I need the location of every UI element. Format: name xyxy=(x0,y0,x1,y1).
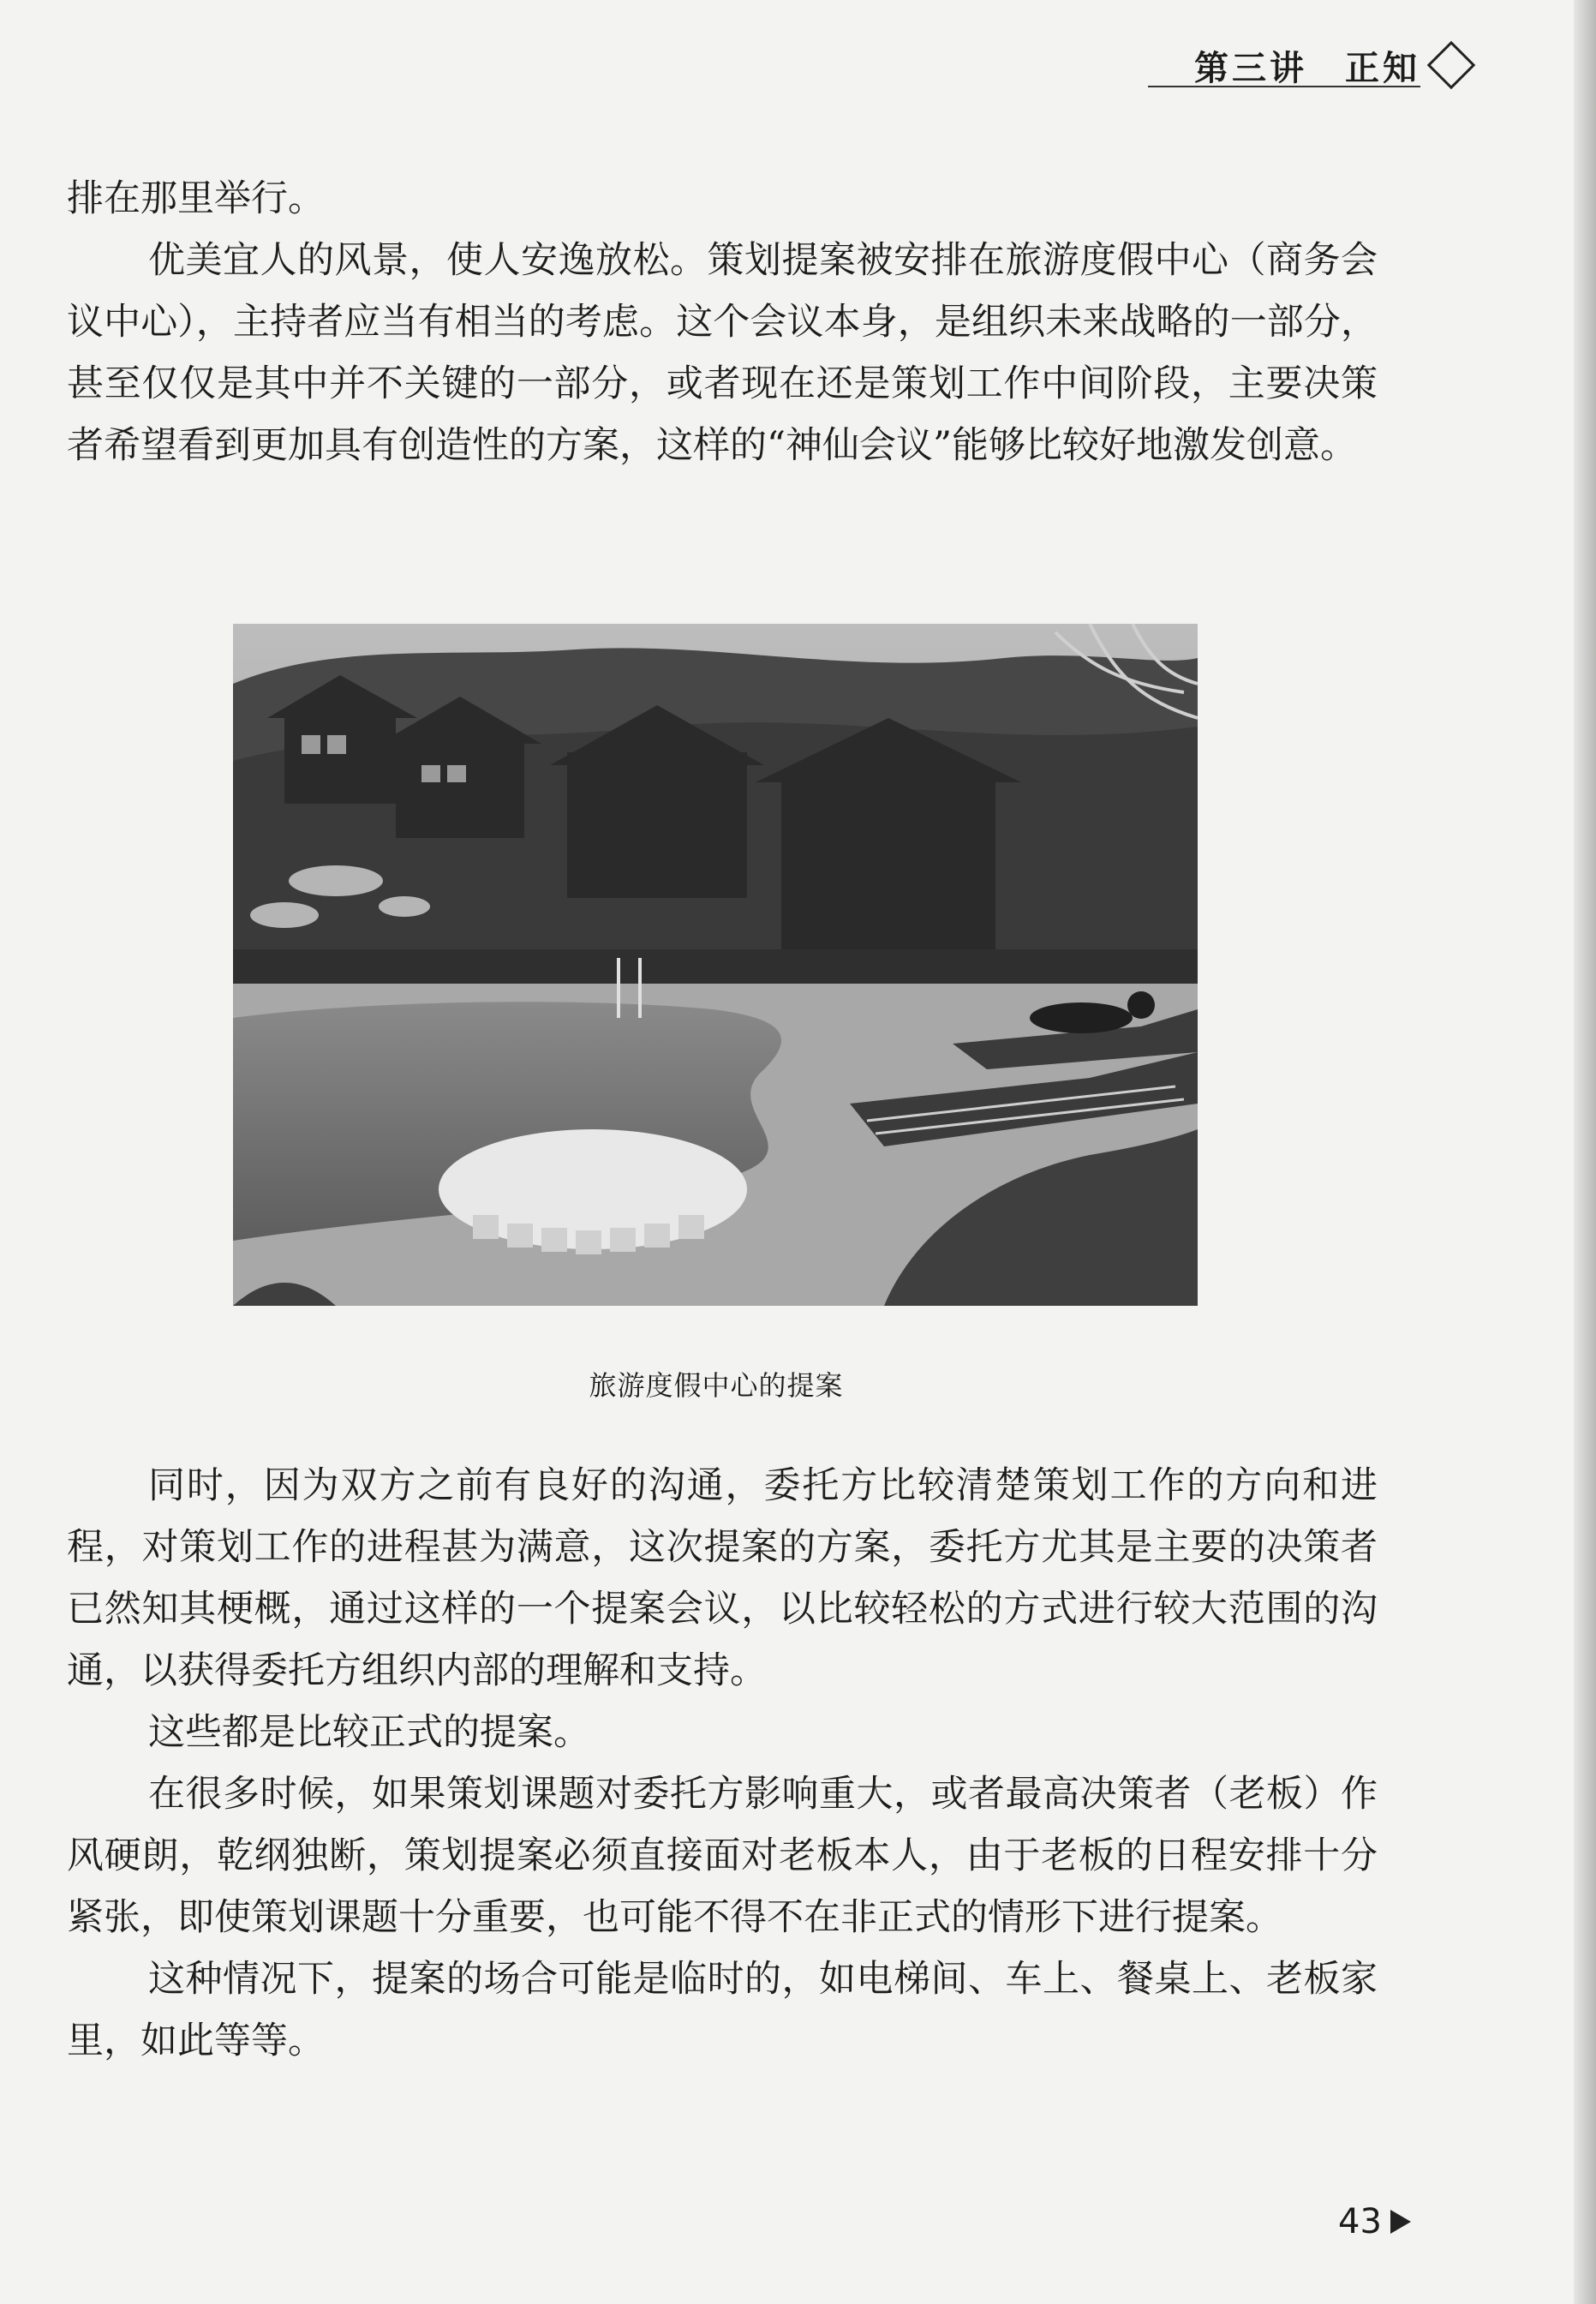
chapter-title: 第三讲 正知 xyxy=(1194,49,1420,88)
paragraph: 优美宜人的风景，使人安逸放松。策划提案被安排在旅游度假中心（商务会议中心），主持者应当有相当的考虑。这个会议本身，是组织未来战略的一部分，甚至仅仅是其中并不关键的一部分，或者现在还是策划工作中间阶段，主要决策者希望看到更加具有创造性的方案，这样的“神仙会议”能够比较好地激发创意。 xyxy=(67,239,1378,467)
diamond-icon xyxy=(1427,41,1476,90)
paragraph: 排在那里举行。 xyxy=(67,177,325,220)
paragraph: 同时，因为双方之前有良好的沟通，委托方比较清楚策划工作的方向和进程，对策划工作的进程甚为满意，这次提案的方案，委托方尤其是主要的决策者已然知其梗概，通过这样的一个提案会议，以比较轻松的方式进行较大范围的沟通，以获得委托方组织内部的理解和支持。 xyxy=(67,1464,1378,1692)
paragraph: 这种情况下，提案的场合可能是临时的，如电梯间、车上、餐桌上、老板家里，如此等等。 xyxy=(67,1958,1378,2062)
resort-photo xyxy=(233,624,1198,1306)
page-number xyxy=(1338,2202,1411,2241)
figure-caption: 旅游度假中心的提案 xyxy=(589,1369,844,1402)
body-text-top xyxy=(67,168,1378,476)
paragraph: 这些都是比较正式的提案。 xyxy=(148,1711,590,1754)
header-rule xyxy=(1148,86,1420,87)
paragraph: 在很多时候，如果策划课题对委托方影响重大，或者最高决策者（老板）作风硬朗，乾纲独断，策划提案必须直接面对老板本人，由于老板的日程安排十分紧张，即使策划课题十分重要，也可能不得不在非正式的情形下进行提案。 xyxy=(67,1773,1378,1939)
body-text-bottom xyxy=(67,1455,1378,2072)
page-number-label: 43 xyxy=(1338,2202,1382,2241)
next-arrow-icon xyxy=(1390,2210,1411,2234)
page-edge-shadow xyxy=(1574,0,1596,2304)
running-header xyxy=(1148,36,1473,96)
